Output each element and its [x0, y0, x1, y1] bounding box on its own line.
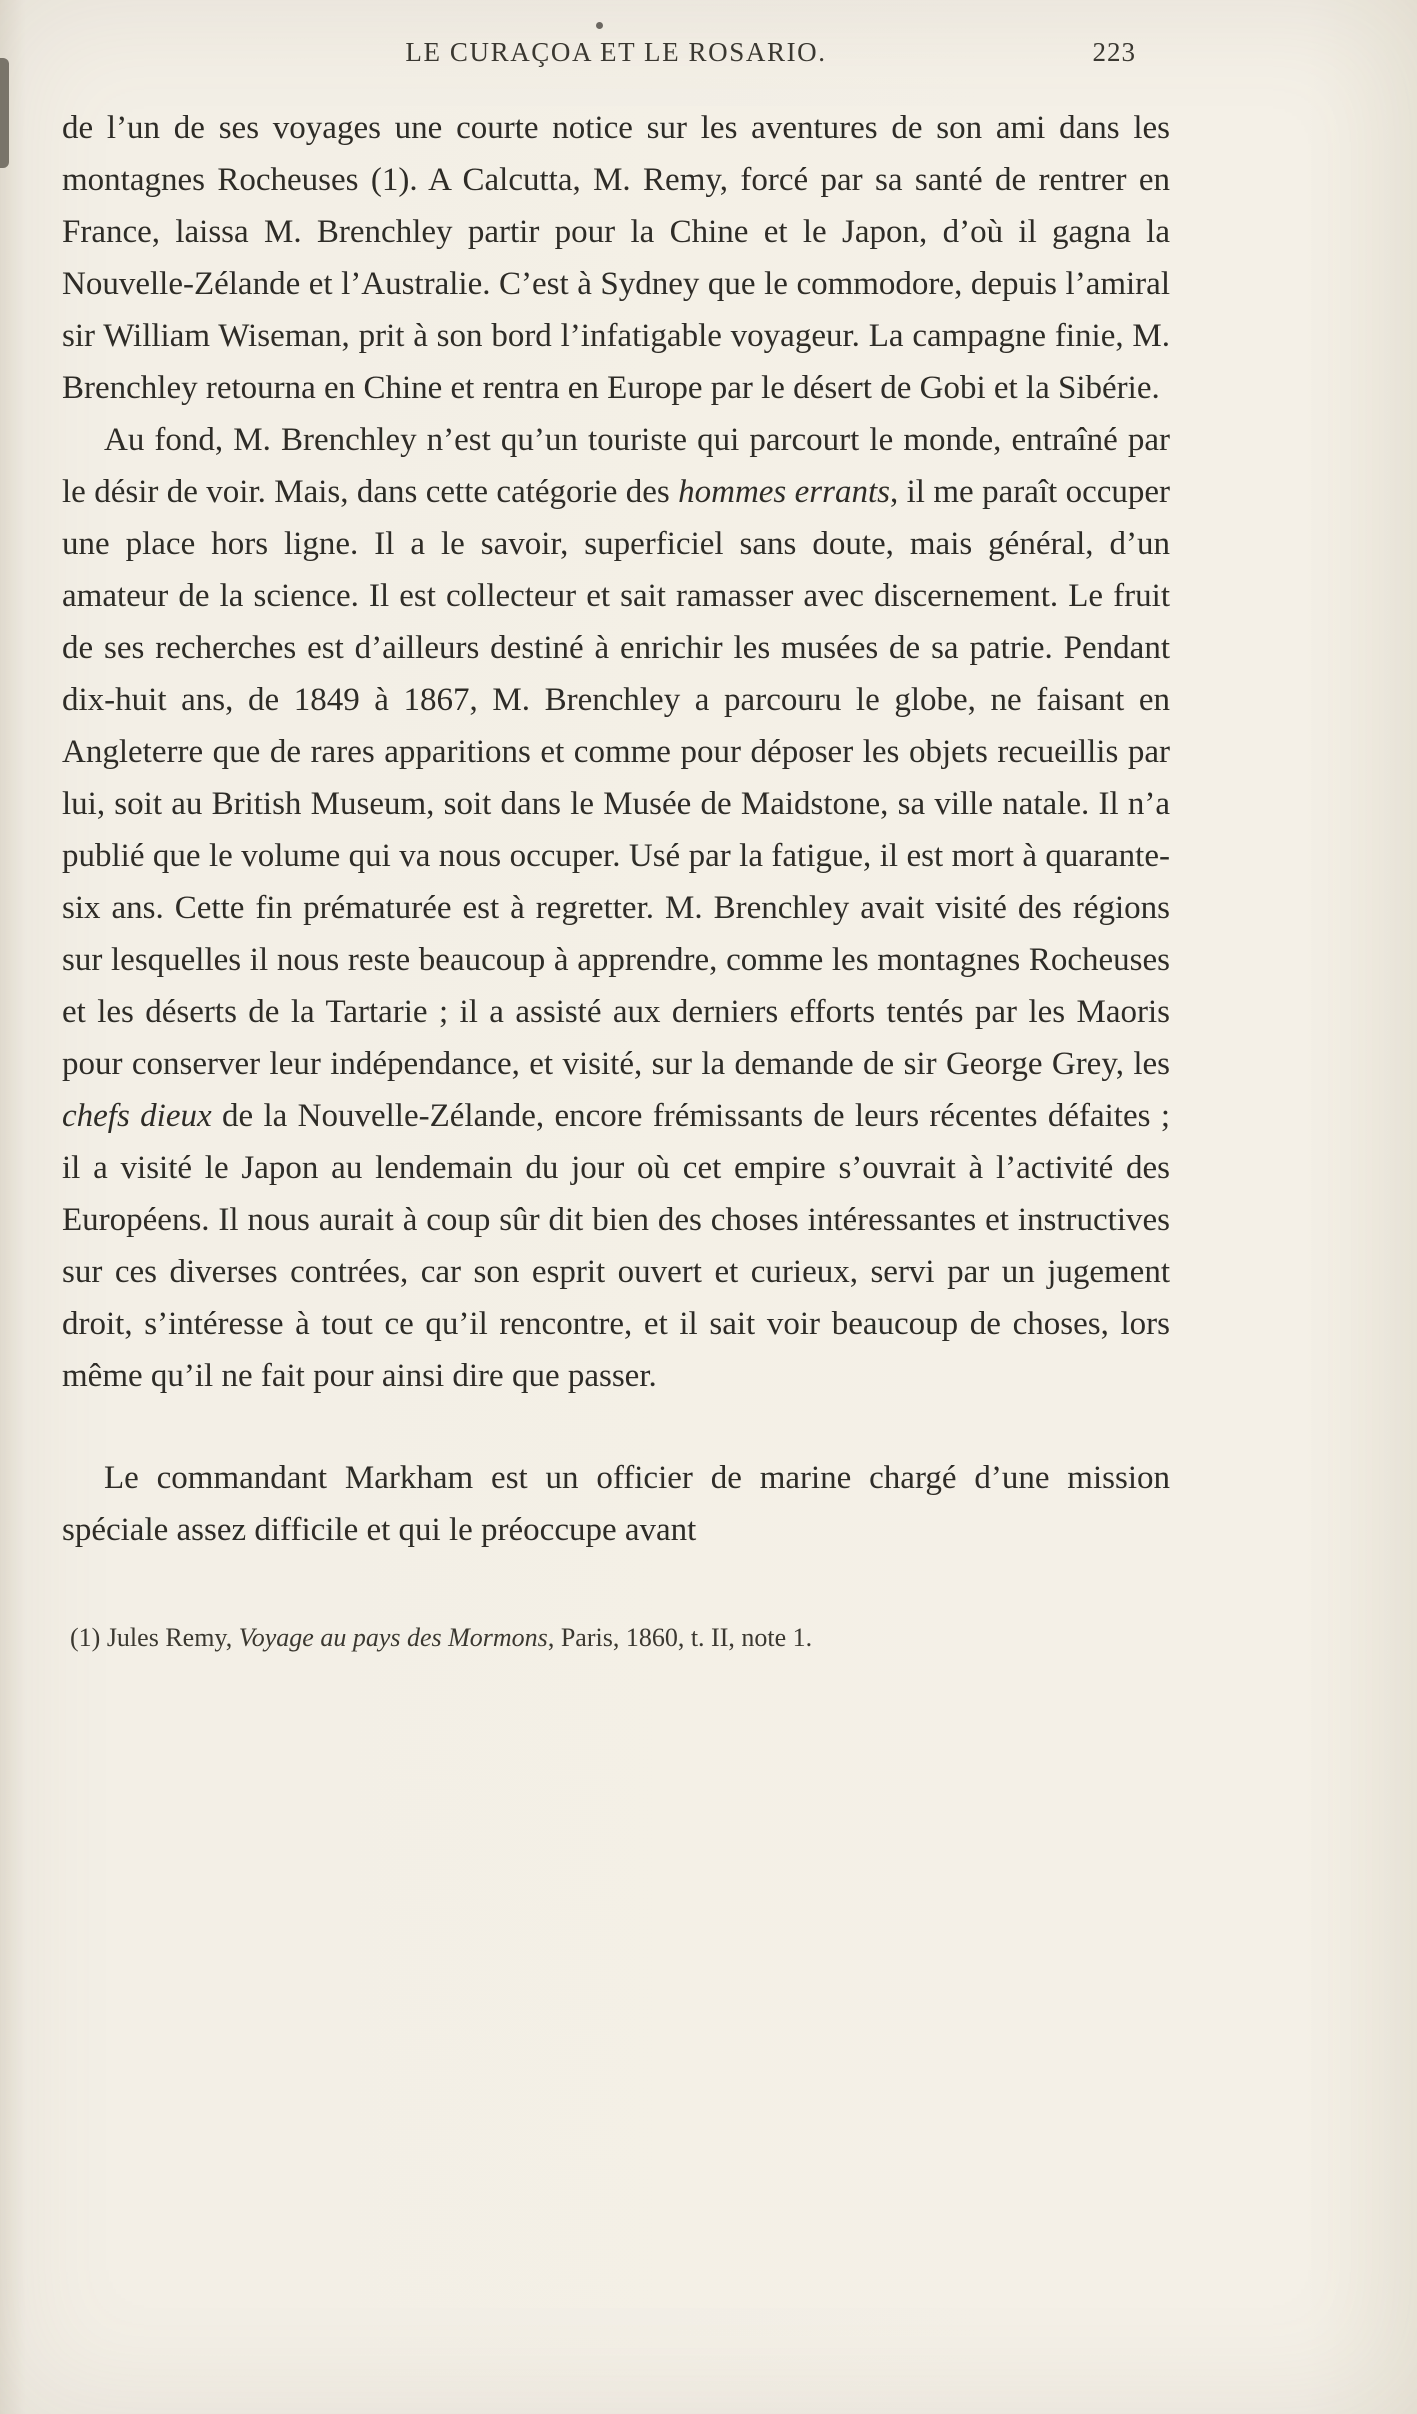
footnote-run: (1) Jules Remy,	[70, 1623, 239, 1652]
paragraph-2-run: , il me paraît occuper une place hors ligne. Il a le savoir, superficiel sans doute, mais général, d’un amateur de la science. Il est collecteur et sait ramasser avec discernement. Le fruit de ses recherches est d’ailleurs destiné à enrichir les musées de sa patrie. Pendant dix-huit ans, de 1849 à 1867, M. Brenchley a parcouru le globe, ne faisant en Angleterre que de rares apparitions et comme pour déposer les objets recueillis par lui, soit au British Museum, soit dans le Musée de Maidstone, sa ville natale. Il n’a publié que le volume qui va nous occuper. Usé par la fatigue, il est mort à quarante-six ans. Cette fin prématurée est à regretter. M. Brenchley avait visité des régions sur lesquelles il nous reste beaucoup à apprendre, comme les montagnes Rocheuses et les déserts de la Tartarie ; il a assisté aux derniers efforts tentés par les Maoris pour conserver leur indépendance, et visité, sur la demande de sir George Grey, les	[62, 474, 1171, 1082]
paragraph-3	[62, 1452, 1170, 1556]
paragraph-3-text: Le commandant Markham est un officier de marine chargé d’une mission spéciale assez difficile et qui le préoccupe avant	[62, 1460, 1170, 1548]
paragraph-2	[62, 414, 1170, 1402]
running-header	[62, 34, 1170, 70]
paragraph-1	[62, 102, 1170, 414]
scan-artifact-dot	[596, 22, 603, 29]
footnote-book-title: Voyage au pays des Mormons	[238, 1623, 548, 1652]
footnote	[62, 1620, 1170, 1656]
page-header-title: LE CURAÇOA ET LE ROSARIO.	[405, 37, 827, 67]
footnote-run: , Paris, 1860, t. II, note 1.	[547, 1623, 813, 1652]
italic-phrase-hommes-errants: hommes errants	[678, 474, 890, 510]
paragraph-2-run: de la Nouvelle-Zélande, encore frémissants de leurs récentes défaites ; il a visité le Japon au lendemain du jour où cet empire s’ouvrait à l’activité des Européens. Il nous aurait à coup sûr dit bien des choses intéressantes et instructives sur ces diverses contrées, car son esprit ouvert et curieux, servi par un jugement droit, s’intéresse à tout ce qu’il rencontre, et il sait voir beaucoup de choses, lors même qu’il ne fait pour ainsi dire que passer.	[62, 1098, 1170, 1394]
page-body	[62, 102, 1170, 1556]
italic-phrase-chefs-dieux: chefs dieux	[62, 1098, 212, 1134]
paragraph-2-run: Au fond, M. Brenchley n’est qu’un touriste qui parcourt le monde, entraîné par le désir de voir. Mais, dans cette catégorie des	[62, 422, 1170, 510]
page-number: 223	[1092, 37, 1136, 67]
scan-artifact-left-edge	[0, 58, 9, 168]
text-column	[62, 34, 1170, 1656]
paragraph-1-text: de l’un de ses voyages une courte notice sur les aventures de son ami dans les montagnes Rocheuses (1). A Calcutta, M. Remy, forcé par sa santé de rentrer en France, laissa M. Brenchley partir pour la Chine et le Japon, d’où il gagna la Nouvelle-Zélande et l’Australie. C’est à Sydney que le commodore, depuis l’amiral sir William Wiseman, prit à son bord l’infatigable voyageur. La campagne finie, M. Brenchley retourna en Chine et rentra en Europe par le désert de Gobi et la Sibérie.	[62, 110, 1170, 406]
